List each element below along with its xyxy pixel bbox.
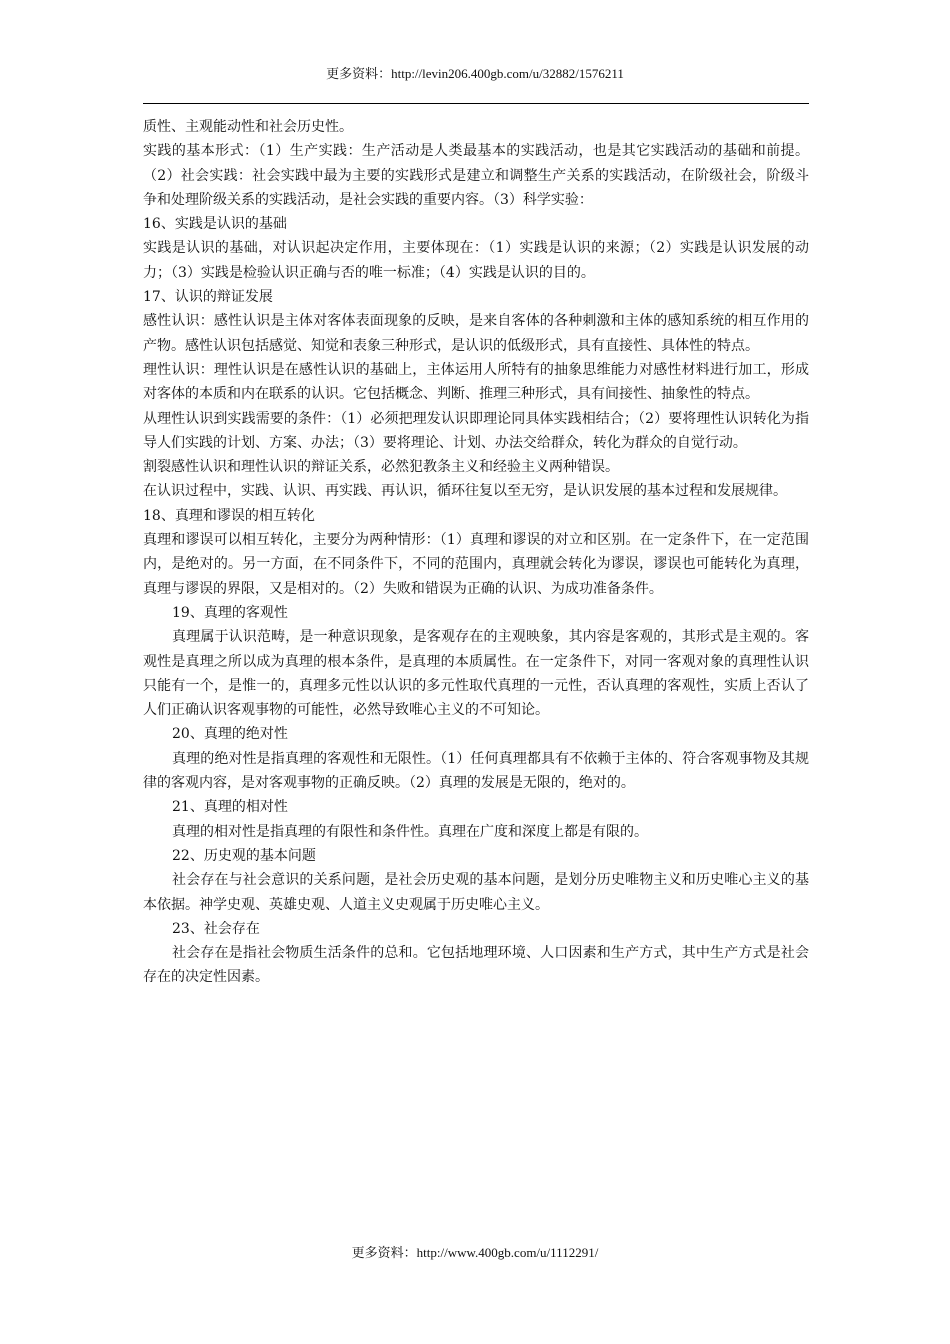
header-rule [143,103,809,104]
section-heading: 21、真理的相对性 [172,799,288,816]
section-heading: 20、真理的绝对性 [172,726,288,743]
paragraph: 真理的相对性是指真理的有限性和条件性。真理在广度和深度上都是有限的。 [172,823,648,840]
paragraph: 真理属于认识范畴，是一种意识现象，是客观存在的主观映象，其内容是客观的，其形式是主观的。客观性是真理之所以成为真理的根本条件，是真理的本质属性。在一定条件下，对同一客观对象的真理性认识只能有一个，是惟一的，真理多元性以认识的多元性取代真理的一元性，否认真理的客观性，实质上否认了人们正确认识客观事物的可能性，必然导致唯心主义的不可知论。 [143,629,809,719]
section-heading: 18、真理和谬误的相互转化 [143,507,315,524]
paragraph: 理性认识：理性认识是在感性认识的基础上，主体运用人所特有的抽象思维能力对感性材料进行加工，形成对客体的本质和内在联系的认识。它包括概念、判断、推理三种形式，具有间接性、抽象性的特点。 [143,361,809,403]
paragraph: 实践是认识的基础，对认识起决定作用，主要体现在：（1）实践是认识的来源；（2）实践是认识发展的动力；（3）实践是检验认识正确与否的唯一标准；（4）实践是认识的目的。 [143,240,809,281]
paragraph: 实践的基本形式：（1）生产实践：生产活动是人类最基本的实践活动，也是其它实践活动的基础和前提。（2）社会实践：社会实践中最为主要的实践形式是建立和调整生产关系的实践活动，在阶级社会，阶级斗争和处理阶级关系的实践活动，是社会实践的重要内容。（3）科学实验： [143,143,809,208]
paragraph: 割裂感性认识和理性认识的辩证关系，必然犯教条主义和经验主义两种错误。 [143,459,619,476]
section-heading: 17、认识的辩证发展 [143,289,273,306]
paragraph: 社会存在是指社会物质生活条件的总和。它包括地理环境、人口因素和生产方式，其中生产方式是社会存在的决定性因素。 [143,945,809,986]
section-heading: 22、历史观的基本问题 [172,847,316,864]
paragraph: 真理和谬误可以相互转化，主要分为两种情形：（1）真理和谬误的对立和区别。在一定条件下，在一定范围内，是绝对的。另一方面，在不同条件下，不同的范围内，真理就会转化为谬误，谬误也可能转化为真理，真理与谬误的界限，又是相对的。（2）失败和错误为正确的认识、为成功准备条件。 [143,532,809,597]
section-heading: 19、真理的客观性 [172,604,288,621]
paragraph: 质性、主观能动性和社会历史性。 [143,119,353,135]
paragraph: 真理的绝对性是指真理的客观性和无限性。（1）任何真理都具有不依赖于主体的、符合客观事物及其规律的客观内容，是对客观事物的正确反映。（2）真理的发展是无限的，绝对的。 [143,750,809,792]
paragraph: 感性认识：感性认识是主体对客体表面现象的反映，是来自客体的各种刺激和主体的感知系统的相互作用的产物。感性认识包括感觉、知觉和表象三种形式，是认识的低级形式，具有直接性、具体性的特点。 [143,313,809,354]
document-body [143,115,809,990]
section-heading: 23、社会存在 [172,920,260,937]
page-header: 更多资料：http://levin206.400gb.com/u/32882/1576211 [326,66,624,81]
section-heading: 16、实践是认识的基础 [143,216,287,233]
page-footer: 更多资料：http://www.400gb.com/u/1112291/ [351,1245,599,1260]
paragraph: 社会存在与社会意识的关系问题，是社会历史观的基本问题，是划分历史唯物主义和历史唯心主义的基本依据。神学史观、英雄史观、人道主义史观属于历史唯心主义。 [143,872,809,913]
paragraph: 从理性认识到实践需要的条件：（1）必须把理发认识即理论同具体实践相结合；（2）要将理性认识转化为指导人们实践的计划、方案、办法；（3）要将理论、计划、办法交给群众，转化为群众的自觉行动。 [143,410,809,451]
paragraph: 在认识过程中，实践、认识、再实践、再认识，循环往复以至无穷，是认识发展的基本过程和发展规律。 [143,483,787,500]
